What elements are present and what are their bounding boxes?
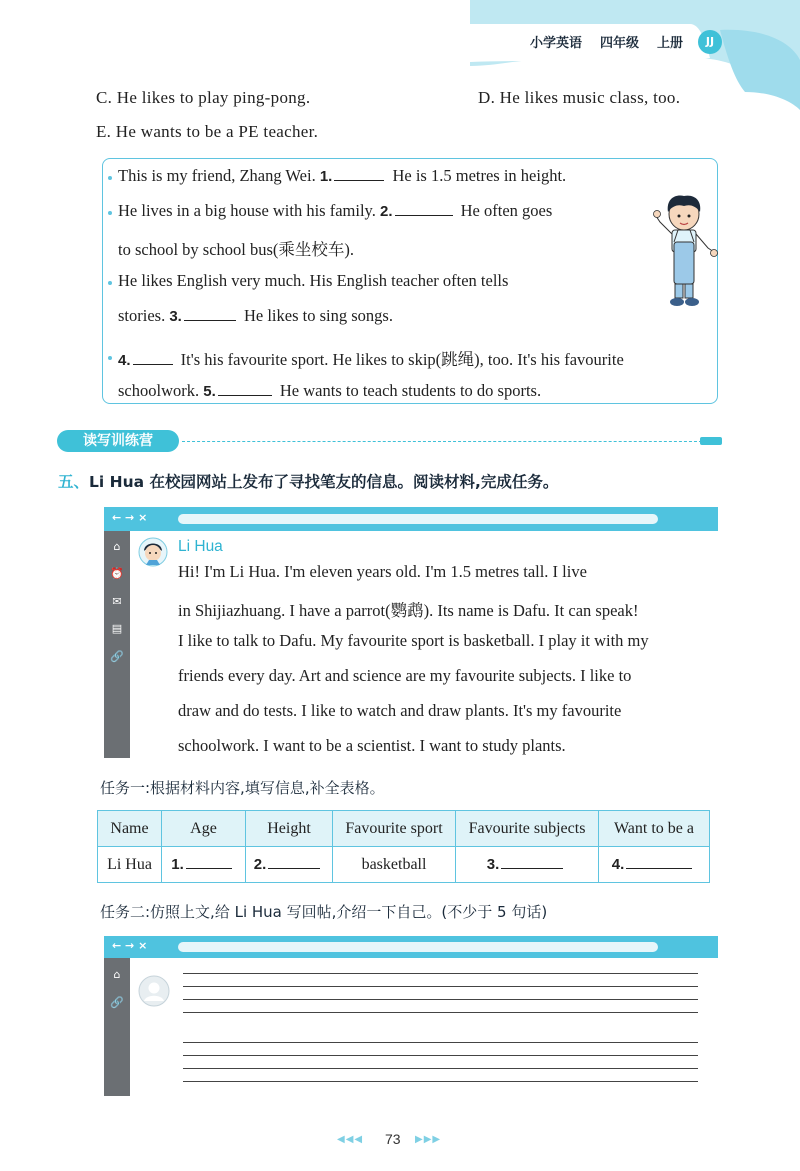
- answer-blank-1[interactable]: [334, 179, 384, 181]
- table-header-cell: Want to be a: [599, 811, 710, 847]
- mail-icon[interactable]: ✉: [112, 595, 122, 608]
- passage-text: schoolwork.: [118, 381, 200, 400]
- address-bar-1[interactable]: [178, 514, 658, 524]
- blank-number-1: 1.: [319, 168, 333, 185]
- table-cell-age[interactable]: [162, 847, 246, 883]
- writing-line[interactable]: [183, 1081, 698, 1082]
- header-subject: 小学英语: [530, 36, 583, 51]
- header-volume: 上册: [657, 36, 684, 51]
- blank-number-4: 4.: [118, 352, 131, 369]
- info-table: [97, 810, 710, 883]
- answer-blank-4[interactable]: [133, 363, 173, 365]
- post-line: I like to talk to Dafu. My favourite sport is basketball. I play it with my: [178, 631, 649, 650]
- passage-text: He often goes: [460, 201, 553, 220]
- passage-text: He is 1.5 metres in height.: [392, 166, 567, 185]
- pencil-icon: [700, 437, 722, 445]
- writing-line[interactable]: [183, 1042, 698, 1043]
- writing-line[interactable]: [183, 973, 698, 974]
- answer-blank[interactable]: [626, 867, 692, 869]
- table-cell-want[interactable]: [599, 847, 710, 883]
- passage-line-3: to school by school bus(乘坐校车).: [118, 240, 355, 259]
- alarm-clock-icon[interactable]: ⏰: [110, 567, 124, 580]
- question-5-title: [58, 470, 558, 492]
- blank-number-5: 5.: [203, 383, 216, 400]
- blank-number: 2.: [253, 855, 267, 873]
- blank-number: 3.: [486, 855, 500, 873]
- table-header-cell: Age: [162, 811, 246, 847]
- option-c: C. He likes to play ping-pong.: [96, 88, 311, 107]
- link-icon[interactable]: 🔗: [110, 996, 124, 1009]
- question-text: Li Hua 在校园网站上发布了寻找笔友的信息。阅读材料,完成任务。: [89, 473, 559, 491]
- post-line: friends every day. Art and science are my favourite subjects. I like to: [178, 666, 632, 685]
- passage-line-6: [118, 346, 624, 370]
- post-author[interactable]: Li Hua: [178, 538, 223, 555]
- post-line: schoolwork. I want to be a scientist. I want to study plants.: [178, 736, 566, 755]
- passage-text: This is my friend, Zhang Wei.: [118, 166, 316, 185]
- boy-illustration: [652, 192, 718, 310]
- post-line: draw and do tests. I like to watch and draw plants. It's my favourite: [178, 701, 622, 720]
- bullet: [108, 176, 112, 180]
- home-icon[interactable]: ⌂: [113, 968, 121, 981]
- home-icon[interactable]: ⌂: [113, 540, 121, 553]
- prev-arrows-icon: ◀◀◀: [337, 1134, 364, 1145]
- browser-sidebar-1: [104, 531, 130, 758]
- section-banner: 读写训练营: [57, 430, 179, 452]
- table-header-row: [98, 811, 710, 847]
- page-number: 73: [385, 1131, 401, 1147]
- answer-blank[interactable]: [501, 867, 563, 869]
- answer-blank[interactable]: [186, 867, 232, 869]
- passage-text: He likes to sing songs.: [243, 306, 393, 325]
- browser-nav-buttons[interactable]: ← → ×: [112, 939, 148, 952]
- table-header-cell: Favourite subjects: [456, 811, 599, 847]
- edition-badge: JJ: [698, 30, 722, 54]
- bullet: [108, 281, 112, 285]
- passage-text: It's his favourite sport. He likes to skip(跳绳), too. It's his favourite: [180, 350, 624, 369]
- writing-line[interactable]: [183, 986, 698, 987]
- writing-line[interactable]: [183, 1055, 698, 1056]
- passage-line-7: [118, 381, 541, 401]
- table-cell-subjects[interactable]: [456, 847, 599, 883]
- blank-avatar: [138, 975, 170, 1007]
- blank-number-3: 3.: [169, 308, 182, 325]
- task-1-instruction: 任务一:根据材料内容,填写信息,补全表格。: [100, 779, 385, 797]
- address-bar-2[interactable]: [178, 942, 658, 952]
- passage-line-2: [118, 201, 552, 221]
- question-number: 五、: [58, 473, 90, 491]
- blank-number: 4.: [611, 855, 625, 873]
- message-icon[interactable]: ▤: [111, 622, 123, 635]
- blank-number-2: 2.: [379, 203, 393, 220]
- post-line: in Shijiazhuang. I have a parrot(鹦鹉). Its name is Dafu. It can speak!: [178, 601, 639, 620]
- bullet: [108, 356, 112, 360]
- table-header-cell: Name: [98, 811, 162, 847]
- passage-line-1: [118, 166, 566, 186]
- link-icon[interactable]: 🔗: [110, 650, 124, 663]
- table-cell-height[interactable]: [246, 847, 333, 883]
- option-e: E. He wants to be a PE teacher.: [96, 122, 319, 141]
- passage-text: He wants to teach students to do sports.: [279, 381, 542, 400]
- header-grade: 四年级: [600, 36, 640, 51]
- table-cell-sport: basketball: [333, 847, 456, 883]
- avatar: [138, 537, 168, 567]
- bullet: [108, 211, 112, 215]
- answer-blank[interactable]: [268, 867, 320, 869]
- writing-line[interactable]: [183, 1068, 698, 1069]
- writing-line[interactable]: [183, 1012, 698, 1013]
- post-line: Hi! I'm Li Hua. I'm eleven years old. I'm 1.5 metres tall. I live: [178, 562, 587, 581]
- task-2-instruction: 任务二:仿照上文,给 Li Hua 写回帖,介绍一下自己。(不少于 5 句话): [100, 903, 548, 921]
- answer-blank-3[interactable]: [184, 319, 236, 321]
- banner-divider: [182, 441, 702, 442]
- browser-nav-buttons[interactable]: ← → ×: [112, 511, 148, 524]
- answer-blank-5[interactable]: [218, 394, 272, 396]
- table-header-cell: Height: [246, 811, 333, 847]
- passage-line-5: [118, 306, 393, 326]
- passage-text: He lives in a big house with his family.: [118, 201, 376, 220]
- answer-blank-2[interactable]: [395, 214, 453, 216]
- passage-text: stories.: [118, 306, 166, 325]
- next-arrows-icon: ▶▶▶: [415, 1134, 442, 1145]
- blank-number: 1.: [171, 855, 184, 873]
- table-row: [98, 847, 710, 883]
- passage-line-4: He likes English very much. His English teacher often tells: [118, 271, 509, 290]
- table-cell-name: Li Hua: [98, 847, 162, 883]
- option-d: D. He likes music class, too.: [478, 88, 681, 107]
- table-header-cell: Favourite sport: [333, 811, 456, 847]
- writing-line[interactable]: [183, 999, 698, 1000]
